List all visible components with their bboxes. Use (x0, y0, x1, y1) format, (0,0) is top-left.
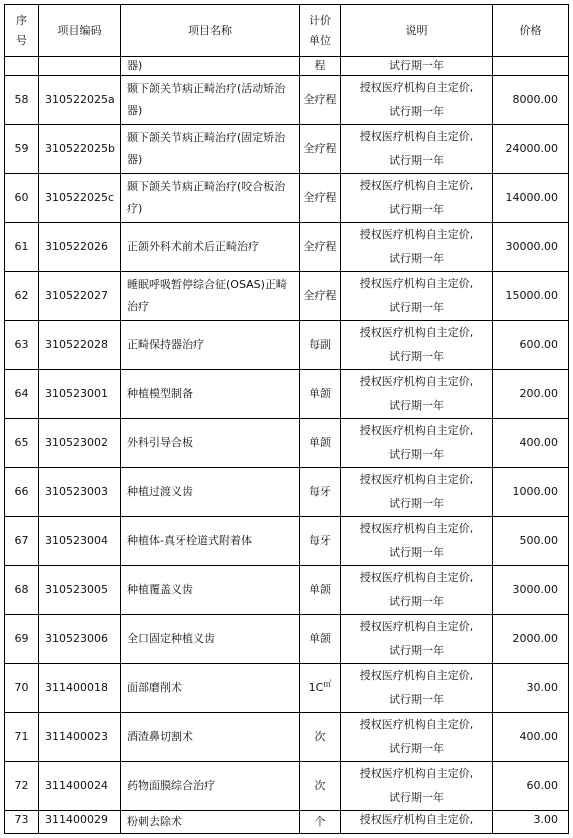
cell-seq: 69 (5, 615, 39, 664)
cell-desc (341, 419, 493, 468)
unit-text: 全疗程 (303, 93, 337, 106)
desc-line-2: 试行期一年 (389, 252, 444, 265)
cell-code: 311400029 (39, 811, 121, 834)
cell-name: 种植体-真牙栓道式附着体 (121, 517, 300, 566)
unit-text: 全疗程 (303, 240, 337, 253)
header-name: 项目名称 (121, 5, 300, 57)
cell-name: 全口固定种植义齿 (121, 615, 300, 664)
cell-price: 200.00 (493, 370, 569, 419)
desc-line-1: 授权医疗机构自主定价, (359, 277, 474, 290)
cell-code: 310522025c (39, 174, 121, 223)
cell-price: 500.00 (493, 517, 569, 566)
cell-code: 310522027 (39, 272, 121, 321)
unit-text: 每牙 (309, 534, 331, 547)
cell-name: 正颌外科术前术后正畸治疗 (121, 223, 300, 272)
desc-line-2: 试行期一年 (389, 595, 444, 608)
cell-unit (300, 272, 341, 321)
cell-seq: 68 (5, 566, 39, 615)
desc-line-1: 授权医疗机构自主定价, (359, 718, 474, 731)
cell-name: 种植模型制备 (121, 370, 300, 419)
desc-line-1: 授权医疗机构自主定价, (359, 81, 474, 94)
desc-line-1: 授权医疗机构自主定价, (359, 424, 474, 437)
cell-price: 60.00 (493, 762, 569, 811)
cell-code: 310523001 (39, 370, 121, 419)
cell-unit (300, 664, 341, 713)
cell-name: 睡眠呼吸暂停综合征(OSAS)正畸治疗 (121, 272, 300, 321)
cell-code (39, 57, 121, 76)
cell-code: 310523004 (39, 517, 121, 566)
unit-text: 单颌 (309, 387, 331, 400)
unit-text: 1C (308, 681, 324, 694)
table-row (5, 272, 569, 321)
desc-line-1: 授权医疗机构自主定价, (359, 669, 474, 682)
cell-price: 30.00 (493, 664, 569, 713)
cell-seq: 61 (5, 223, 39, 272)
table-row (5, 566, 569, 615)
cell-price: 400.00 (493, 713, 569, 762)
cell-code: 311400023 (39, 713, 121, 762)
cell-seq: 64 (5, 370, 39, 419)
table-row (5, 762, 569, 811)
desc-line-2: 试行期一年 (389, 742, 444, 755)
cell-seq: 63 (5, 321, 39, 370)
cell-name: 颞下颌关节病正畸治疗(固定矫治器) (121, 125, 300, 174)
cell-seq: 60 (5, 174, 39, 223)
cell-desc (341, 713, 493, 762)
cell-code: 310523006 (39, 615, 121, 664)
cell-price: 8000.00 (493, 76, 569, 125)
cell-name: 药物面膜综合治疗 (121, 762, 300, 811)
unit-text: 全疗程 (303, 289, 337, 302)
cell-code: 311400018 (39, 664, 121, 713)
desc-line-1: 授权医疗机构自主定价, (359, 767, 474, 780)
cell-code: 310522028 (39, 321, 121, 370)
cell-price: 400.00 (493, 419, 569, 468)
cell-name: 酒渣鼻切割术 (121, 713, 300, 762)
table-row (5, 811, 569, 834)
cell-desc (341, 125, 493, 174)
cell-desc (341, 321, 493, 370)
desc-line-2: 试行期一年 (389, 399, 444, 412)
cell-seq: 66 (5, 468, 39, 517)
cell-name: 颞下颌关节病正畸治疗(活动矫治器) (121, 76, 300, 125)
unit-text: 次 (314, 730, 326, 743)
unit-superscript: ㎡ (323, 679, 332, 689)
cell-desc (341, 76, 493, 125)
cell-code: 310523003 (39, 468, 121, 517)
cell-desc: 试行期一年 (341, 57, 493, 76)
desc-line-2: 试行期一年 (389, 301, 444, 314)
cell-name: 器) (121, 57, 300, 76)
cell-unit (300, 566, 341, 615)
cell-desc (341, 370, 493, 419)
cell-unit (300, 762, 341, 811)
unit-text: 单颌 (309, 632, 331, 645)
desc-line-1: 授权医疗机构自主定价, (359, 813, 474, 826)
cell-desc (341, 566, 493, 615)
cell-price (493, 57, 569, 76)
cell-code: 310522025a (39, 76, 121, 125)
desc-line-1: 授权医疗机构自主定价, (359, 522, 474, 535)
cell-desc (341, 811, 493, 834)
cell-seq: 71 (5, 713, 39, 762)
desc-line-2: 试行期一年 (389, 350, 444, 363)
cell-seq: 65 (5, 419, 39, 468)
cell-unit (300, 370, 341, 419)
cell-name: 外科引导合板 (121, 419, 300, 468)
unit-text: 单颌 (309, 436, 331, 449)
cell-seq: 72 (5, 762, 39, 811)
cell-code: 310523005 (39, 566, 121, 615)
cell-seq: 73 (5, 811, 39, 834)
cell-unit (300, 468, 341, 517)
cell-name: 颞下颌关节病正畸治疗(咬合板治疗) (121, 174, 300, 223)
desc-line-2: 试行期一年 (389, 644, 444, 657)
cell-unit: 程 (300, 57, 341, 76)
cell-desc (341, 615, 493, 664)
cell-name: 种植覆盖义齿 (121, 566, 300, 615)
cell-unit (300, 76, 341, 125)
cell-seq: 70 (5, 664, 39, 713)
cell-desc (341, 517, 493, 566)
cell-price: 24000.00 (493, 125, 569, 174)
desc-line-2: 试行期一年 (389, 546, 444, 559)
header-seq: 序号 (5, 5, 39, 57)
desc-line-2: 试行期一年 (389, 791, 444, 804)
desc-line-2: 试行期一年 (389, 693, 444, 706)
table-row (5, 664, 569, 713)
unit-text: 次 (314, 779, 326, 792)
cell-price: 3000.00 (493, 566, 569, 615)
cell-unit (300, 517, 341, 566)
table-row (5, 174, 569, 223)
cell-code: 310523002 (39, 419, 121, 468)
unit-text: 单颌 (309, 583, 331, 596)
header-code: 项目编码 (39, 5, 121, 57)
table-row-continued (5, 57, 569, 76)
cell-seq: 59 (5, 125, 39, 174)
table-row (5, 468, 569, 517)
cell-seq: 58 (5, 76, 39, 125)
desc-line-1: 授权医疗机构自主定价, (359, 473, 474, 486)
header-price: 价格 (493, 5, 569, 57)
header-desc: 说明 (341, 5, 493, 57)
unit-text: 每副 (309, 338, 331, 351)
cell-code: 310522026 (39, 223, 121, 272)
unit-text: 全疗程 (303, 191, 337, 204)
cell-unit (300, 125, 341, 174)
desc-line-1: 授权医疗机构自主定价, (359, 179, 474, 192)
desc-line-2: 试行期一年 (389, 105, 444, 118)
cell-unit (300, 615, 341, 664)
desc-line-1: 授权医疗机构自主定价, (359, 130, 474, 143)
cell-unit (300, 174, 341, 223)
cell-seq: 67 (5, 517, 39, 566)
desc-line-2: 试行期一年 (389, 154, 444, 167)
cell-unit (300, 811, 341, 834)
table-row (5, 517, 569, 566)
header-unit: 计价单位 (300, 5, 341, 57)
price-table (4, 4, 569, 834)
unit-text: 个 (314, 815, 326, 828)
desc-line-2: 试行期一年 (389, 497, 444, 510)
cell-price: 1000.00 (493, 468, 569, 517)
cell-price: 2000.00 (493, 615, 569, 664)
table-row (5, 615, 569, 664)
cell-name: 正畸保持器治疗 (121, 321, 300, 370)
cell-name: 种植过渡义齿 (121, 468, 300, 517)
cell-price: 3.00 (493, 811, 569, 834)
table-row (5, 76, 569, 125)
cell-name: 粉刺去除术 (121, 811, 300, 834)
unit-text: 全疗程 (303, 142, 337, 155)
cell-desc (341, 272, 493, 321)
cell-unit (300, 419, 341, 468)
desc-line-1: 授权医疗机构自主定价, (359, 571, 474, 584)
desc-line-2: 试行期一年 (389, 203, 444, 216)
table-row (5, 125, 569, 174)
cell-price: 14000.00 (493, 174, 569, 223)
cell-desc (341, 762, 493, 811)
table-row (5, 713, 569, 762)
table-row (5, 419, 569, 468)
cell-name: 面部磨削术 (121, 664, 300, 713)
cell-price: 600.00 (493, 321, 569, 370)
desc-line-2: 试行期一年 (389, 448, 444, 461)
cell-unit (300, 223, 341, 272)
cell-code: 310522025b (39, 125, 121, 174)
cell-desc (341, 174, 493, 223)
desc-line-1: 授权医疗机构自主定价, (359, 326, 474, 339)
table-row (5, 223, 569, 272)
cell-seq: 62 (5, 272, 39, 321)
cell-unit (300, 713, 341, 762)
desc-line-1: 授权医疗机构自主定价, (359, 620, 474, 633)
cell-desc (341, 223, 493, 272)
cell-desc (341, 468, 493, 517)
cell-unit (300, 321, 341, 370)
cell-desc (341, 664, 493, 713)
cell-seq (5, 57, 39, 76)
cell-price: 15000.00 (493, 272, 569, 321)
desc-line-1: 授权医疗机构自主定价, (359, 228, 474, 241)
cell-code: 311400024 (39, 762, 121, 811)
desc-line-1: 授权医疗机构自主定价, (359, 375, 474, 388)
table-row (5, 321, 569, 370)
cell-price: 30000.00 (493, 223, 569, 272)
header-row (5, 5, 569, 57)
unit-text: 每牙 (309, 485, 331, 498)
table-row (5, 370, 569, 419)
